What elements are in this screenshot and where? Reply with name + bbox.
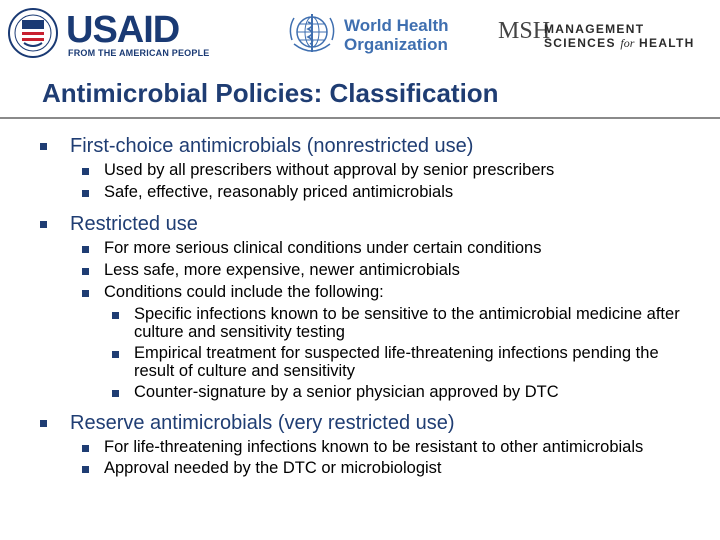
section-heading: First-choice antimicrobials (nonrestricted use) — [42, 134, 720, 158]
square-bullet-icon — [82, 190, 89, 197]
list-item: Conditions could include the following: — [82, 283, 720, 302]
usaid-seal-icon — [8, 8, 58, 58]
who-line2: Organization — [344, 35, 448, 54]
usaid-wordmark: USAID — [66, 9, 180, 51]
square-bullet-icon — [82, 466, 89, 473]
square-bullet-icon — [40, 420, 47, 427]
square-bullet-icon — [40, 143, 47, 150]
usaid-tagline: FROM THE AMERICAN PEOPLE — [68, 48, 210, 58]
who-name — [344, 16, 449, 54]
who-line1: World Health — [344, 16, 449, 35]
section-heading: Restricted use — [42, 212, 720, 236]
list-item: Safe, effective, reasonably priced antimicrobials — [82, 183, 720, 202]
square-bullet-icon — [82, 290, 89, 297]
slide-content — [0, 130, 720, 478]
list-item: For life-threatening infections known to be resistant to other antimicrobials — [82, 438, 720, 456]
square-bullet-icon — [82, 445, 89, 452]
sub-list-item: Counter-signature by a senior physician approved by DTC — [112, 383, 720, 401]
msh-line2-a: SCIENCES — [544, 36, 616, 50]
msh-line1: MANAGEMENT — [544, 22, 645, 36]
page-title: Antimicrobial Policies: Classification — [42, 78, 499, 108]
section-heading: Reserve antimicrobials (very restricted use) — [42, 411, 720, 435]
sub-list-item: Empirical treatment for suspected life-threatening infections pending the result of culture and sensitivity — [112, 344, 720, 380]
list-item: Used by all prescribers without approval by senior prescribers — [82, 161, 720, 180]
who-emblem-icon — [286, 10, 338, 58]
list-item: Less safe, more expensive, newer antimicrobials — [82, 261, 720, 280]
square-bullet-icon — [82, 246, 89, 253]
msh-mark: MSH — [498, 18, 551, 44]
square-bullet-icon — [112, 390, 119, 397]
square-bullet-icon — [112, 312, 119, 319]
msh-line2-for: for — [620, 36, 635, 50]
square-bullet-icon — [82, 268, 89, 275]
list-item: For more serious clinical conditions under certain conditions — [82, 239, 720, 258]
logo-bar — [0, 0, 720, 72]
sub-list-item: Specific infections known to be sensitive to the antimicrobial medicine after culture and sensitivity testing — [112, 305, 720, 341]
title-divider — [0, 117, 720, 119]
msh-line2-b: HEALTH — [639, 36, 695, 50]
list-item: Approval needed by the DTC or microbiologist — [82, 459, 720, 478]
msh-line2 — [544, 36, 695, 50]
square-bullet-icon — [112, 351, 119, 358]
square-bullet-icon — [82, 168, 89, 175]
square-bullet-icon — [40, 221, 47, 228]
msh-name — [544, 22, 695, 50]
